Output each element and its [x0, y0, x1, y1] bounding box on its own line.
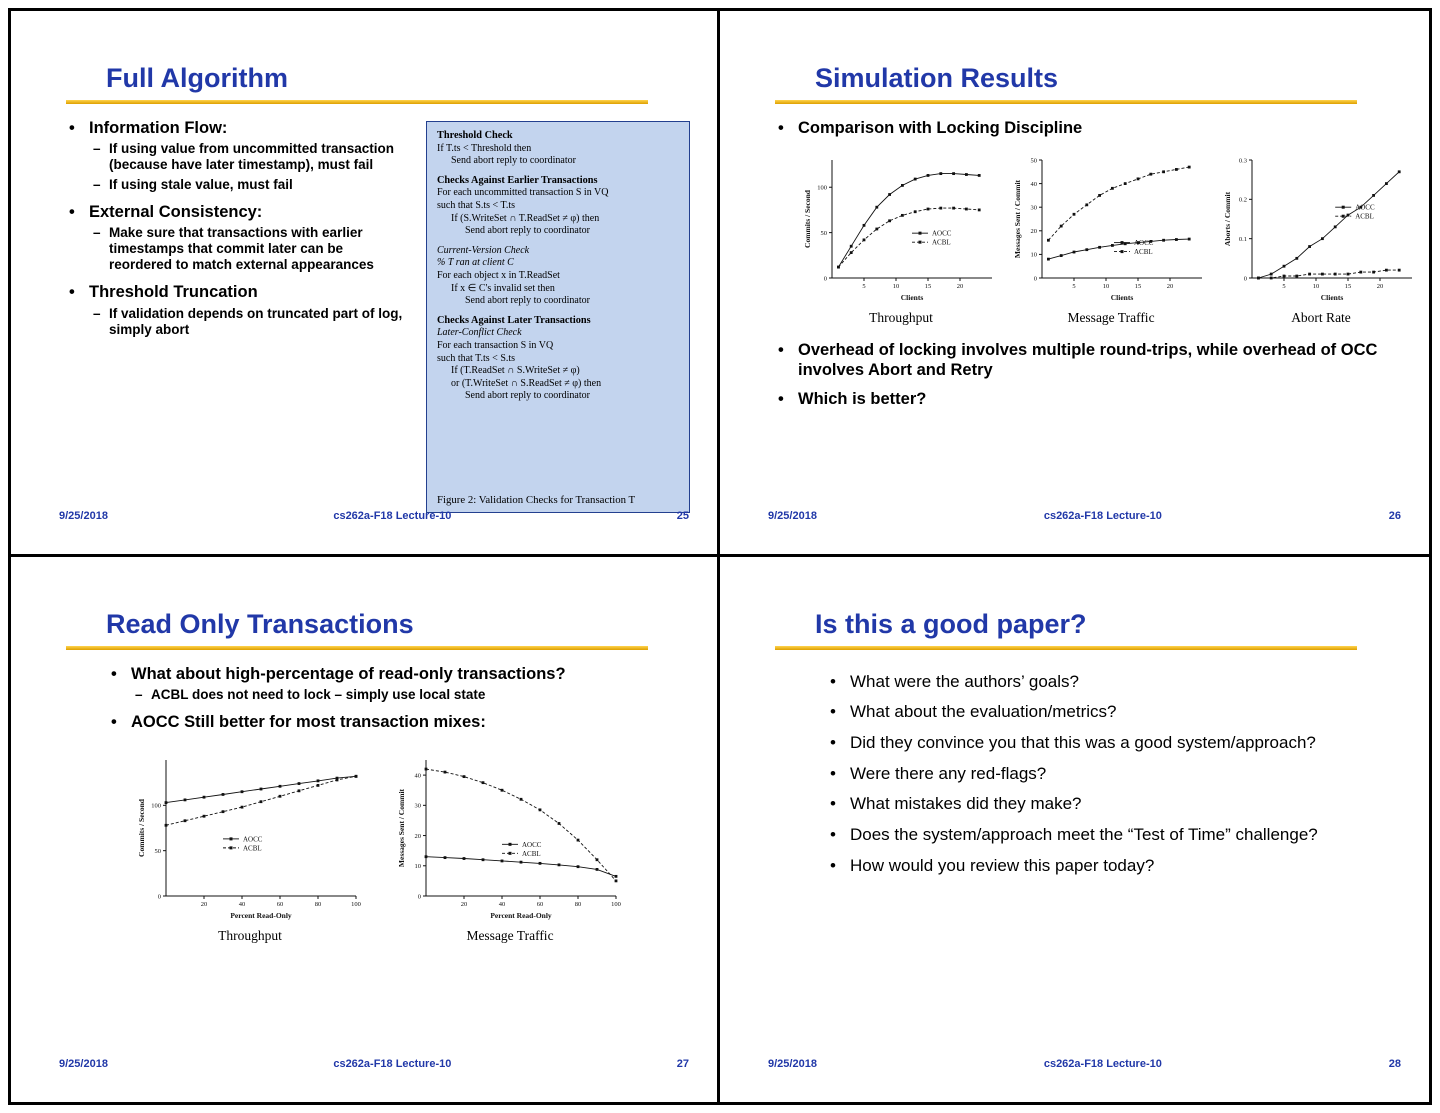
figure-line: Threshold Check	[437, 130, 513, 141]
title-underline	[66, 100, 648, 104]
bullet-item	[93, 141, 409, 173]
footer-date: 9/25/2018	[59, 509, 108, 522]
svg-text:20: 20	[414, 832, 421, 840]
page-title: Full Algorithm	[106, 63, 288, 93]
svg-text:80: 80	[314, 900, 322, 908]
svg-text:0.1: 0.1	[1238, 236, 1247, 244]
svg-text:50: 50	[154, 847, 161, 855]
bullet-marker: •	[830, 763, 836, 783]
chart-svg	[136, 752, 364, 922]
chart-canvas	[136, 752, 364, 927]
bullet-marker: –	[135, 686, 143, 702]
figure-lines	[437, 130, 679, 403]
chart-caption: Message Traffic	[466, 927, 554, 943]
svg-text:100: 100	[351, 900, 361, 908]
svg-text:20: 20	[1030, 228, 1037, 236]
bullet-marker: –	[93, 141, 101, 157]
bullet-text: If using stale value, must fail	[109, 176, 293, 192]
svg-text:10: 10	[1030, 251, 1037, 259]
figure-caption: Figure 2: Validation Checks for Transaction T	[437, 494, 636, 506]
title-underline	[775, 646, 1357, 650]
figure-line: For each uncommitted transaction S in VQ	[437, 187, 609, 199]
bullet-list	[111, 664, 581, 732]
message-traffic-chart	[1012, 152, 1210, 326]
svg-text:40: 40	[498, 900, 506, 908]
bullet-item	[69, 118, 409, 138]
abort-rate-chart	[1222, 152, 1420, 326]
bullet-marker: •	[111, 664, 117, 683]
svg-text:Aborts / Commit: Aborts / Commit	[1223, 192, 1232, 247]
svg-text:Percent Read-Only: Percent Read-Only	[230, 910, 292, 920]
footer-course: cs262a-F18 Lecture-10	[1043, 1058, 1162, 1070]
svg-text:AOCC: AOCC	[1355, 203, 1375, 212]
bullet-marker: –	[93, 305, 101, 321]
bullet-item	[111, 712, 581, 732]
chart-caption: Throughput	[218, 927, 282, 943]
slide-footer	[720, 510, 1429, 522]
bullet-text: How would you review this paper today?	[850, 855, 1155, 875]
bullet-marker: •	[111, 712, 117, 731]
figure-line: or (T.WriteSet ∩ S.ReadSet ≠ φ) then	[451, 377, 602, 389]
bullet-marker: •	[778, 119, 784, 137]
svg-text:ACBL: ACBL	[932, 238, 951, 247]
bullet-list	[69, 118, 409, 338]
svg-text:15: 15	[1344, 283, 1352, 291]
bullet-item	[778, 340, 1378, 380]
svg-text:0: 0	[417, 893, 421, 901]
bullet-item	[830, 794, 1330, 815]
svg-text:Commits / Second: Commits / Second	[803, 190, 812, 249]
bullet-text: What were the authors’ goals?	[850, 671, 1079, 691]
svg-text:80: 80	[574, 900, 582, 908]
charts-row	[802, 152, 1429, 326]
bullet-marker: •	[830, 825, 836, 845]
bullet-item	[778, 389, 1378, 409]
svg-text:ACBL: ACBL	[1355, 212, 1374, 221]
footer-course: cs262a-F18 Lecture-10	[333, 509, 452, 522]
svg-text:5: 5	[1282, 283, 1286, 291]
svg-text:0.3: 0.3	[1238, 157, 1247, 165]
chart-caption: Message Traffic	[1067, 310, 1155, 326]
svg-text:20: 20	[956, 283, 964, 291]
bullet-text: External Consistency:	[89, 202, 263, 221]
bullet-marker: •	[778, 341, 784, 360]
footer-page-number: 26	[1388, 509, 1401, 522]
svg-text:10: 10	[892, 283, 900, 291]
svg-text:50: 50	[1030, 157, 1037, 165]
svg-text:100: 100	[817, 184, 827, 192]
bullet-text: Information Flow:	[89, 119, 228, 137]
svg-text:30: 30	[1030, 204, 1037, 212]
bullet-text: Were there any red-flags?	[850, 763, 1047, 783]
bullet-marker: •	[830, 732, 836, 752]
bullet-text: What about the evaluation/metrics?	[850, 702, 1117, 722]
footer-page-number: 27	[676, 1058, 689, 1070]
page-title: Read Only Transactions	[106, 608, 414, 639]
page-title: Is this a good paper?	[815, 608, 1087, 639]
slide-read-only-transactions	[11, 557, 720, 1103]
figure-line	[437, 238, 679, 245]
bullet-marker: •	[69, 119, 75, 137]
bullet-item	[778, 118, 1378, 138]
bullet-item	[135, 687, 581, 703]
svg-text:0: 0	[823, 275, 827, 283]
figure-line: % T ran at client C	[437, 257, 514, 269]
figure-line: Checks Against Earlier Transactions	[437, 174, 598, 186]
svg-text:0: 0	[1243, 275, 1247, 283]
figure-line	[437, 308, 679, 315]
bullet-marker: –	[93, 176, 101, 192]
svg-text:100: 100	[151, 802, 161, 810]
svg-text:0.2: 0.2	[1238, 196, 1247, 204]
svg-text:Messages Sent / Commit: Messages Sent / Commit	[1013, 180, 1022, 259]
svg-text:0: 0	[1033, 275, 1037, 283]
svg-text:AOCC: AOCC	[522, 840, 542, 849]
svg-text:40: 40	[238, 900, 246, 908]
bullet-text: What about high-percentage of read-only transactions?	[131, 664, 566, 683]
chart-svg	[802, 152, 1000, 304]
bullet-text: Make sure that transactions with earlier timestamps that commit later can be reordered to match external appearances	[109, 224, 374, 273]
bullet-text: Does the system/approach meet the “Test of Time” challenge?	[850, 825, 1318, 845]
figure-line: such that T.ts < S.ts	[437, 352, 516, 364]
svg-text:5: 5	[862, 283, 866, 291]
svg-text:Percent Read-Only: Percent Read-Only	[490, 910, 552, 920]
slide-grid	[8, 8, 1432, 1105]
svg-text:ACBL: ACBL	[1134, 248, 1153, 257]
svg-text:ACBL: ACBL	[243, 844, 262, 853]
bullet-item	[111, 664, 581, 684]
bullet-item	[830, 825, 1330, 846]
svg-text:10: 10	[414, 863, 421, 871]
bullet-list	[778, 340, 1378, 409]
page-title: Simulation Results	[815, 63, 1059, 93]
bullet-text: Comparison with Locking Discipline	[798, 119, 1083, 137]
validation-checks-figure	[426, 121, 690, 513]
svg-text:60: 60	[276, 900, 284, 908]
svg-text:Clients: Clients	[900, 293, 924, 303]
bullet-marker: •	[69, 202, 75, 221]
chart-canvas	[802, 152, 1000, 309]
bullet-text: Which is better?	[798, 390, 927, 409]
message-traffic-chart	[396, 752, 624, 944]
svg-text:30: 30	[414, 802, 421, 810]
svg-text:Commits / Second: Commits / Second	[137, 798, 146, 857]
footer-course: cs262a-F18 Lecture-10	[1043, 509, 1162, 522]
svg-text:Clients: Clients	[1320, 293, 1344, 303]
figure-line: Send abort reply to coordinator	[465, 225, 590, 237]
figure-line: If (T.ReadSet ∩ S.WriteSet ≠ φ)	[451, 365, 580, 377]
bullet-marker: •	[830, 702, 836, 722]
svg-text:15: 15	[924, 283, 932, 291]
figure-line: For each transaction S in VQ	[437, 339, 554, 351]
chart-svg	[396, 752, 624, 922]
chart-caption: Abort Rate	[1291, 310, 1351, 326]
figure-line: Send abort reply to coordinator	[465, 390, 590, 402]
title-underline	[66, 646, 648, 650]
bullet-marker: •	[830, 671, 836, 691]
figure-line: For each object x in T.ReadSet	[437, 269, 560, 281]
bullet-marker: –	[93, 224, 101, 240]
footer-date: 9/25/2018	[59, 1058, 108, 1070]
slide-footer	[11, 510, 717, 522]
chart-canvas	[396, 752, 624, 927]
throughput-chart	[136, 752, 364, 944]
svg-text:ACBL: ACBL	[522, 849, 541, 858]
bullet-list	[778, 118, 1378, 138]
title-underline	[775, 100, 1357, 104]
charts-row	[136, 752, 717, 944]
chart-svg	[1012, 152, 1210, 304]
chart-caption: Throughput	[869, 310, 933, 326]
bullet-item	[830, 702, 1330, 723]
bullet-text: AOCC Still better for most transaction mixes:	[131, 712, 486, 731]
bullet-marker: •	[69, 283, 75, 302]
bullet-text: ACBL does not need to lock – simply use local state	[151, 686, 486, 702]
bullet-item	[93, 177, 409, 193]
slide-is-this-a-good-paper	[720, 557, 1429, 1103]
svg-text:100: 100	[611, 900, 621, 908]
figure-line: If (S.WriteSet ∩ T.ReadSet ≠ φ) then	[451, 212, 600, 224]
figure-line: Later-Conflict Check	[437, 327, 522, 339]
bullet-item	[830, 764, 1330, 785]
figure-line: Send abort reply to coordinator	[465, 295, 590, 307]
svg-text:0: 0	[157, 893, 161, 901]
slide-footer	[720, 1058, 1429, 1070]
svg-text:50: 50	[820, 230, 827, 238]
bullet-marker: •	[830, 855, 836, 875]
bullet-text: What mistakes did they make?	[850, 794, 1082, 814]
throughput-chart	[802, 152, 1000, 326]
bullet-marker: •	[830, 794, 836, 814]
svg-text:AOCC: AOCC	[1134, 239, 1154, 248]
footer-course: cs262a-F18 Lecture-10	[333, 1058, 452, 1070]
svg-text:60: 60	[536, 900, 544, 908]
svg-text:10: 10	[1312, 283, 1320, 291]
chart-canvas	[1012, 152, 1210, 309]
bullet-marker: •	[778, 390, 784, 409]
bullet-item	[69, 202, 409, 222]
chart-canvas	[1222, 152, 1420, 309]
figure-line: such that S.ts < T.ts	[437, 199, 516, 211]
svg-text:40: 40	[1030, 181, 1037, 189]
bullet-text: If using value from uncommitted transaction (because have later timestamp), must fail	[109, 141, 395, 173]
bullet-item	[830, 672, 1330, 693]
figure-line	[437, 168, 679, 175]
bullet-text: Threshold Truncation	[89, 283, 258, 302]
figure-line: Checks Against Later Transactions	[437, 314, 591, 326]
svg-text:15: 15	[1134, 283, 1142, 291]
chart-svg	[1222, 152, 1420, 304]
figure-line: If x ∈ C's invalid set then	[451, 282, 555, 294]
bullet-text: If validation depends on truncated part of log, simply abort	[109, 305, 403, 337]
footer-page-number: 25	[676, 509, 689, 522]
svg-text:AOCC: AOCC	[932, 229, 952, 238]
bullet-list	[830, 672, 1330, 877]
svg-text:20: 20	[460, 900, 468, 908]
svg-text:5: 5	[1072, 283, 1076, 291]
svg-text:20: 20	[200, 900, 208, 908]
svg-text:20: 20	[1376, 283, 1384, 291]
bullet-item	[93, 225, 409, 274]
slide-simulation-results	[720, 11, 1429, 557]
footer-page-number: 28	[1388, 1058, 1401, 1070]
bullet-item	[830, 733, 1330, 754]
slide-full-algorithm	[11, 11, 720, 557]
figure-line: Send abort reply to coordinator	[451, 155, 576, 167]
bullet-text: Did they convince you that this was a good system/approach?	[850, 732, 1316, 752]
svg-text:AOCC: AOCC	[243, 835, 263, 844]
bullet-item	[69, 282, 409, 302]
figure-line: If T.ts < Threshold then	[437, 142, 532, 154]
bullet-item	[93, 306, 409, 338]
svg-text:Messages Sent / Commit: Messages Sent / Commit	[397, 788, 406, 867]
footer-date: 9/25/2018	[768, 1058, 817, 1070]
svg-text:40: 40	[414, 772, 421, 780]
bullet-text: Overhead of locking involves multiple round-trips, while overhead of OCC involves Abort and Retry	[798, 341, 1378, 380]
figure-line: Current-Version Check	[437, 244, 530, 256]
svg-text:20: 20	[1166, 283, 1174, 291]
svg-text:10: 10	[1102, 283, 1110, 291]
bullet-item	[830, 856, 1330, 877]
svg-text:Clients: Clients	[1110, 293, 1134, 303]
footer-date: 9/25/2018	[768, 509, 817, 522]
slide-footer	[11, 1058, 717, 1070]
